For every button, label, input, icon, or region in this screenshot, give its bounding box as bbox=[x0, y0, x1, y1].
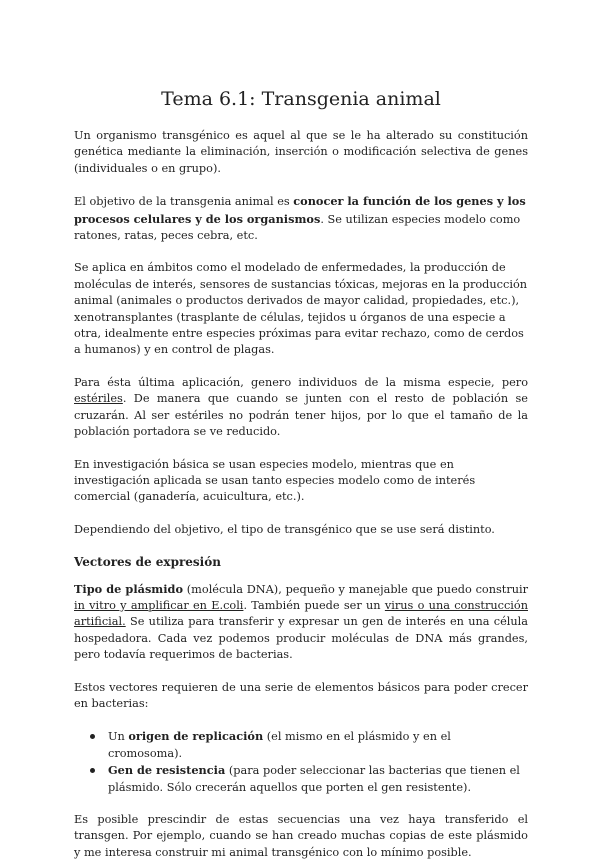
page-title: Tema 6.1: Transgenia animal bbox=[161, 88, 441, 110]
pest-control-text-end: . De manera que cuando se junten con el resto de población se cruzarán. Al ser estériles no podrán tener hijos, por lo que el tamaño de la población portadora se ve reducido. bbox=[74, 392, 528, 439]
plasmid-underline-2: virus o una construcción artificial. bbox=[74, 598, 528, 629]
list-item-term: origen de replicación bbox=[128, 729, 264, 744]
paragraph-depending bbox=[74, 522, 528, 538]
dispense-text: Es posible prescindir de estas secuencias una vez haya transferido el transgen. Por ejemplo, cuando se han creado muchas copias de este plásmido y me interesa construir mi animal transgénico con lo mínimo posible. bbox=[74, 813, 528, 859]
paragraph-research bbox=[74, 457, 528, 506]
research-text: En investigación básica se usan especies modelo, mientras que en investigación aplicada se usan tanto especies modelo como de interés comercial (ganadería, acuicultura, etc.). bbox=[74, 457, 476, 504]
plasmid-underline-1: in vitro y amplificar en E.coli bbox=[74, 598, 244, 612]
plasmid-text-2: . También puede ser un bbox=[243, 598, 385, 612]
paragraph-elements bbox=[74, 680, 528, 713]
list-item-term: Gen de resistencia bbox=[108, 763, 226, 778]
list-item-text-end: (para poder seleccionar las bacterias que tienen el plásmido. Sólo crecerán aquellos que porten el gen resistente). bbox=[108, 764, 520, 794]
paragraph-plasmid bbox=[74, 581, 528, 664]
sterile-underlined: estériles bbox=[74, 392, 123, 406]
plasmid-term: Tipo de plásmido bbox=[74, 581, 183, 596]
paragraph-pest-control bbox=[74, 375, 528, 441]
list-item bbox=[108, 762, 528, 796]
applications-text: Se aplica en ámbitos como el modelado de enfermedades, la producción de moléculas de interés, sensores de sustancias tóxicas, mejoras en la producción animal (animales o productos derivados de mayor calidad, propiedades, etc.), xenotransplantes (trasplante de células, tejidos u órganos de una especie a otra, idealmente entre especies próximas para evitar rechazo, como de cerdos a humanos) y en control de plagas. bbox=[74, 261, 528, 357]
paragraph-dispense bbox=[74, 812, 528, 861]
plasmid-text-3: Se utiliza para transferir y expresar un gen de interés en una célula hospedadora. Cada vez podemos producir moléculas de DNA más grandes, pero todavía requerimos de bacterias. bbox=[74, 615, 528, 662]
elements-text: Estos vectores requieren de una serie de elementos básicos para poder crecer en bacterias: bbox=[74, 680, 528, 710]
paragraph-objective bbox=[74, 193, 528, 244]
paragraph-applications bbox=[74, 260, 528, 358]
paragraph-definition bbox=[74, 128, 528, 177]
list-item-text-end: (el mismo en el plásmido y en el cromosoma). bbox=[108, 730, 451, 760]
paragraph-definition-text: Un organismo transgénico es aquel al que se le ha alterado su constitución genética mediante la eliminación, inserción o modificación selectiva de genes (individuales o en grupo). bbox=[74, 129, 528, 175]
plasmid-text-1: (molécula DNA), pequeño y manejable que puedo construir bbox=[183, 582, 529, 596]
list-item bbox=[108, 728, 528, 762]
depending-text: Dependiendo del objetivo, el tipo de transgénico que se use será distinto. bbox=[74, 522, 495, 536]
bullet-icon bbox=[90, 768, 95, 773]
objective-highlight: conocer la función de los genes y los procesos celulares y de los organismos bbox=[74, 194, 526, 226]
objective-text-end: . Se utilizan especies modelo como ratones, ratas, peces cebra, etc. bbox=[74, 212, 521, 243]
list-item-text-start: Un bbox=[108, 730, 129, 744]
section-heading-vectors: Vectores de expresión bbox=[74, 555, 221, 570]
elements-list bbox=[74, 728, 528, 796]
pest-control-text-start: Para ésta última aplicación, genero individuos de la misma especie, pero bbox=[74, 375, 528, 389]
bullet-icon bbox=[90, 734, 95, 739]
objective-text-start: El objetivo de la transgenia animal es bbox=[74, 195, 294, 209]
